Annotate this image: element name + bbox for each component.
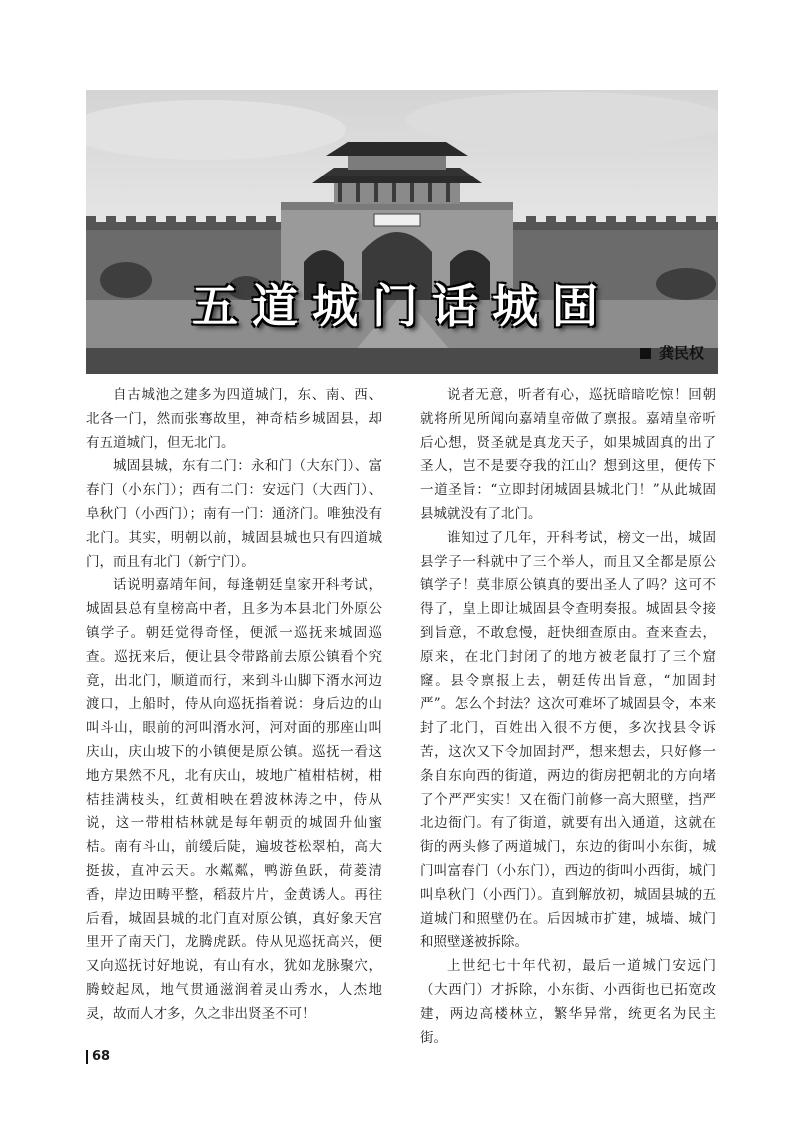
paragraph: 自古城池之建多为四道城门，东、南、西、北各一门，然而张骞故里，神奇桔乡城固县，却有五道城门，但无北门。 <box>86 387 382 451</box>
city-gate-photo <box>86 90 718 374</box>
page-number: 68 <box>86 1050 110 1064</box>
author-byline <box>640 342 704 363</box>
paragraph: 上世纪七十年代初，最后一道城门安远门（大西门）才拆除，小东街、小西街也已拓宽改建，两边高楼林立，繁华异常，统更名为民主街。 <box>420 958 716 1046</box>
left-column <box>86 384 382 1027</box>
article-title: 五道城门话城固 <box>192 279 612 333</box>
right-column <box>420 384 716 1050</box>
square-bullet-icon <box>640 348 651 359</box>
paragraph: 谁知过了几年，开科考试，榜文一出，城固县学子一科就中了三个举人，而且又全都是原公镇学子！莫非原公镇真的要出圣人了吗？这可不得了，皇上即让城固县令查明奏报。城固县令接到旨意，不敢怠慢，赶快细查原由。查来查去，原来，在北门封闭了的地方被老鼠打了三个窟窿。县令禀报上去，朝廷传出旨意，“加固封严”。怎么个封法？这次可难坏了城固县令，本来封了北门，百姓出入很不方便，多次找县令诉苦，这次又下令加固封严，想来想去，只好修一条自东向西的街道，两边的街房把朝北的方向堵了个严严实实！又在衙门前修一高大照壁，挡严北边衙门。有了街道，就要有出入通道，这就在街的两头修了两道城门，东边的街叫小东街，城门叫富春门（小东门），西边的街叫小西街，城门叫阜秋门（小西门）。直到解放初，城固县城的五道城门和照壁仍在。后因城市扩建，城墙、城门和照壁遂被拆除。 <box>420 529 716 951</box>
paragraph: 城固县城，东有二门：永和门（大东门）、富春门（小东门）；西有二门：安远门（大西门）、阜秋门（小西门）；南有一门：通济门。唯独没有北门。其实，明朝以前，城固县城也只有四道城门，而且有北门（新宁门）。 <box>86 458 382 570</box>
paragraph: 话说明嘉靖年间，每逢朝廷皇家开科考试，城固县总有皇榜高中者，且多为本县北门外原公镇学子。朝廷觉得奇怪，便派一巡抚来城固巡查。巡抚来后，便让县令带路前去原公镇看个究竟，出北门，顺道而行，来到斗山脚下湑水河边渡口，上船时，侍从向巡抚指着说：身后边的山叫斗山，眼前的河叫湑水河，河对面的那座山叫庆山，庆山坡下的小镇便是原公镇。巡抚一看这地方果然不凡，北有庆山，坡地广植柑桔树，柑桔挂满枝头，红黄相映在碧波林涛之中，侍从说，这一带柑桔林就是每年朝贡的城固升仙蜜桔。南有斗山，前缓后陡，遍坡苍松翠柏，高大挺拔，直冲云天。水粼粼，鸭游鱼跃，荷菱清香，岸边田畴平整，稻菽片片，金黄诱人。再往后看，城固县城的北门直对原公镇，真好象天宫里开了南天门，龙腾虎跃。侍从见巡抚高兴，便又向巡抚讨好地说，有山有水，犹如龙脉聚穴，腾蛟起凤，地气贯通滋润着灵山秀水，人杰地灵，故而人才多，久之非出贤圣不可！ <box>86 577 382 1022</box>
paragraph: 说者无意，听者有心，巡抚暗暗吃惊！回朝就将所见所闻向嘉靖皇帝做了禀报。嘉靖皇帝听后心想，贤圣就是真龙天子，如果城固真的出了圣人，岂不是要夺我的江山？想到这里，便传下一道圣旨：“立即封闭城固县城北门！”从此城固县城就没有了北门。 <box>420 387 716 522</box>
author-name: 龚民权 <box>658 344 704 362</box>
